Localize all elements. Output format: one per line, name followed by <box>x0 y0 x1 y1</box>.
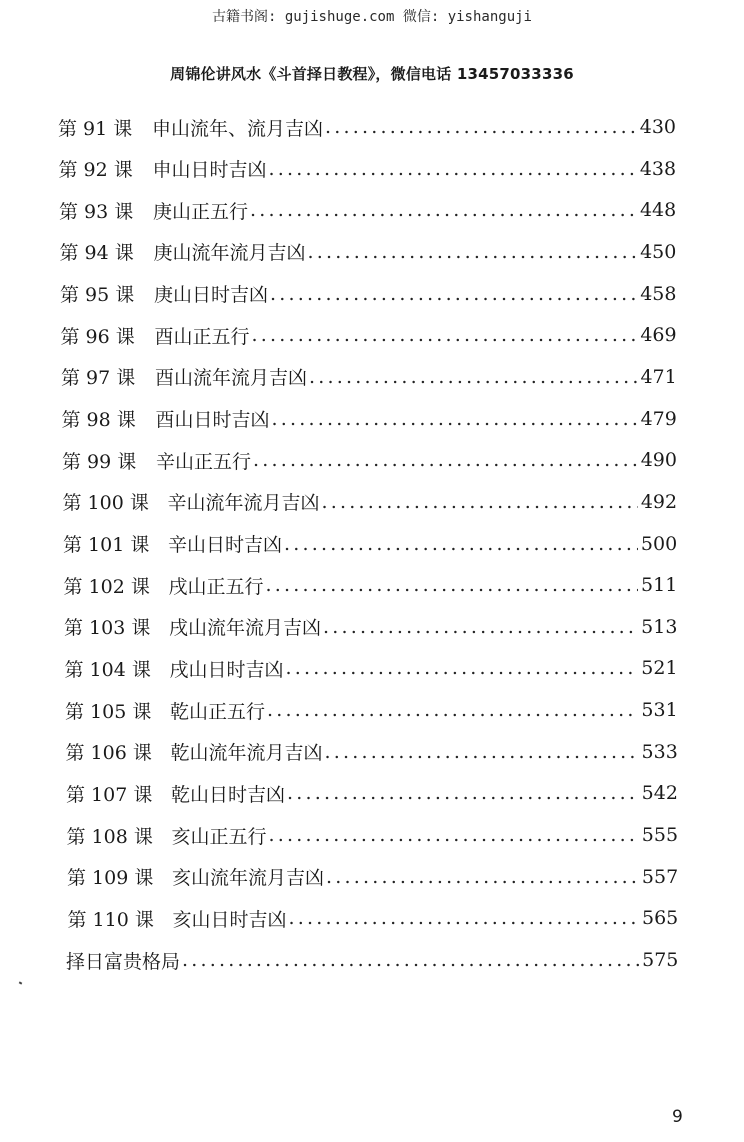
lesson-title: 亥山正五行 <box>171 825 267 848</box>
dot-leader <box>266 574 639 596</box>
dot-leader <box>269 158 637 180</box>
lesson-title: 辛山流年流月吉凶 <box>167 492 320 515</box>
page-number: 9 <box>672 1107 683 1127</box>
dot-leader <box>308 241 638 263</box>
lesson-title: 辛山正五行 <box>156 450 252 473</box>
lesson-title: 酉山日时吉凶 <box>155 409 270 432</box>
lesson-title: 乾山正五行 <box>170 700 266 723</box>
lesson-number: 第 99 课 <box>62 450 137 473</box>
page-ref: 513 <box>641 615 678 638</box>
dot-leader <box>182 949 639 971</box>
lesson-number: 第 101 课 <box>63 534 150 556</box>
page-ref: 565 <box>642 907 679 930</box>
page-ref: 490 <box>640 449 677 472</box>
toc-entry <box>58 112 676 142</box>
lesson-title: 亥山流年流月吉凶 <box>172 867 325 890</box>
lesson-title: 庚山日时吉凶 <box>154 284 269 307</box>
toc-entry <box>59 195 676 225</box>
toc-entry <box>64 570 678 600</box>
page-ref: 469 <box>640 324 677 347</box>
toc-entry <box>61 362 677 392</box>
page-ref: 511 <box>641 574 678 597</box>
page-ref: 555 <box>641 824 679 847</box>
lesson-title: 庚山正五行 <box>153 200 249 223</box>
page-ref: 533 <box>641 740 678 763</box>
dot-leader <box>322 491 638 513</box>
dot-leader <box>289 907 639 929</box>
lesson-title: 乾山日时吉凶 <box>171 783 286 806</box>
toc-entry <box>67 820 679 850</box>
lesson-title: 戌山流年流月吉凶 <box>169 617 322 640</box>
lesson-number: 第 96 课 <box>60 325 135 348</box>
dot-leader <box>286 657 639 679</box>
lesson-number: 第 107 课 <box>66 783 153 806</box>
toc-entry <box>67 862 678 892</box>
page-ref: 575 <box>642 949 679 971</box>
page-ref: 479 <box>640 407 677 430</box>
toc-entry <box>66 945 678 975</box>
toc-entry <box>68 903 679 933</box>
page-ref: 430 <box>639 116 676 138</box>
lesson-title: 申山流年、流月吉凶 <box>152 117 324 140</box>
dot-leader <box>270 283 637 305</box>
page-ref: 542 <box>641 782 678 805</box>
dot-leader <box>287 782 639 804</box>
toc-entry <box>61 320 677 350</box>
dot-leader <box>325 116 637 138</box>
page-ref: 450 <box>640 240 677 263</box>
toc-entry <box>65 695 678 725</box>
toc-entry <box>66 737 678 767</box>
lesson-number: 第 97 课 <box>61 367 136 390</box>
page-ref: 448 <box>639 199 677 222</box>
dot-leader <box>269 824 639 846</box>
lesson-title: 亥山日时吉凶 <box>172 908 287 931</box>
page-header: 周锦伦讲风水《斗首择日教程》，微信电话 13457033336 <box>170 65 574 83</box>
dot-leader <box>267 699 638 721</box>
lesson-number: 第 106 课 <box>65 742 152 765</box>
lesson-title: 乾山流年流月吉凶 <box>170 742 323 765</box>
lesson-title: 辛山日时吉凶 <box>168 534 283 556</box>
lesson-number: 第 91 课 <box>58 117 133 140</box>
dot-leader <box>284 533 638 555</box>
scan-speck <box>19 981 23 984</box>
page-ref: 492 <box>640 490 678 513</box>
page-ref: 458 <box>640 282 677 305</box>
page-ref: 471 <box>640 365 677 388</box>
toc-entry <box>60 237 677 267</box>
lesson-number: 第 105 课 <box>65 700 152 723</box>
lesson-number: 第 108 课 <box>66 825 153 848</box>
page-ref: 438 <box>639 157 677 180</box>
page-ref: 521 <box>641 657 678 680</box>
toc-entry <box>60 279 676 309</box>
lesson-title: 酉山正五行 <box>154 325 250 348</box>
lesson-title: 酉山流年流月吉凶 <box>155 367 308 390</box>
dot-leader <box>326 866 639 888</box>
toc-entry <box>62 445 677 475</box>
lesson-number: 第 103 课 <box>64 617 151 640</box>
dot-leader <box>325 741 639 763</box>
lesson-title: 庚山流年流月吉凶 <box>153 242 306 265</box>
lesson-number: 第 110 课 <box>67 908 154 931</box>
lesson-number: 第 98 课 <box>61 409 136 432</box>
lesson-number: 第 92 课 <box>58 159 133 182</box>
toc-entry <box>64 612 677 642</box>
lesson-number: 第 93 课 <box>59 200 134 223</box>
dot-leader <box>250 199 637 221</box>
lesson-number: 第 109 课 <box>67 867 154 890</box>
lesson-title: 戌山正五行 <box>168 575 264 598</box>
page-ref: 531 <box>641 699 678 722</box>
toc-entry <box>62 404 677 434</box>
page-ref: 557 <box>641 865 679 888</box>
dot-leader <box>309 366 637 388</box>
dot-leader <box>272 408 638 430</box>
toc-entry <box>63 529 677 559</box>
toc-entry <box>63 487 678 517</box>
toc-entry <box>59 154 677 184</box>
dot-leader <box>252 324 638 346</box>
lesson-number: 第 95 课 <box>60 284 135 307</box>
toc-entry <box>65 653 678 683</box>
lesson-title: 戌山日时吉凶 <box>169 658 284 681</box>
page-ref: 500 <box>640 532 678 555</box>
dot-leader <box>323 616 638 638</box>
lesson-title: 择日富贵格局 <box>66 950 181 973</box>
watermark-text: 古籍书阁: gujishuge.com 微信: yishanguji <box>211 9 532 25</box>
lesson-number: 第 100 课 <box>62 492 149 515</box>
toc-entry <box>66 778 678 808</box>
lesson-number: 第 94 课 <box>59 242 134 265</box>
dot-leader <box>253 449 638 471</box>
lesson-number: 第 102 课 <box>63 575 150 598</box>
lesson-title: 申山日时吉凶 <box>152 159 267 182</box>
lesson-number: 第 104 课 <box>64 658 151 681</box>
